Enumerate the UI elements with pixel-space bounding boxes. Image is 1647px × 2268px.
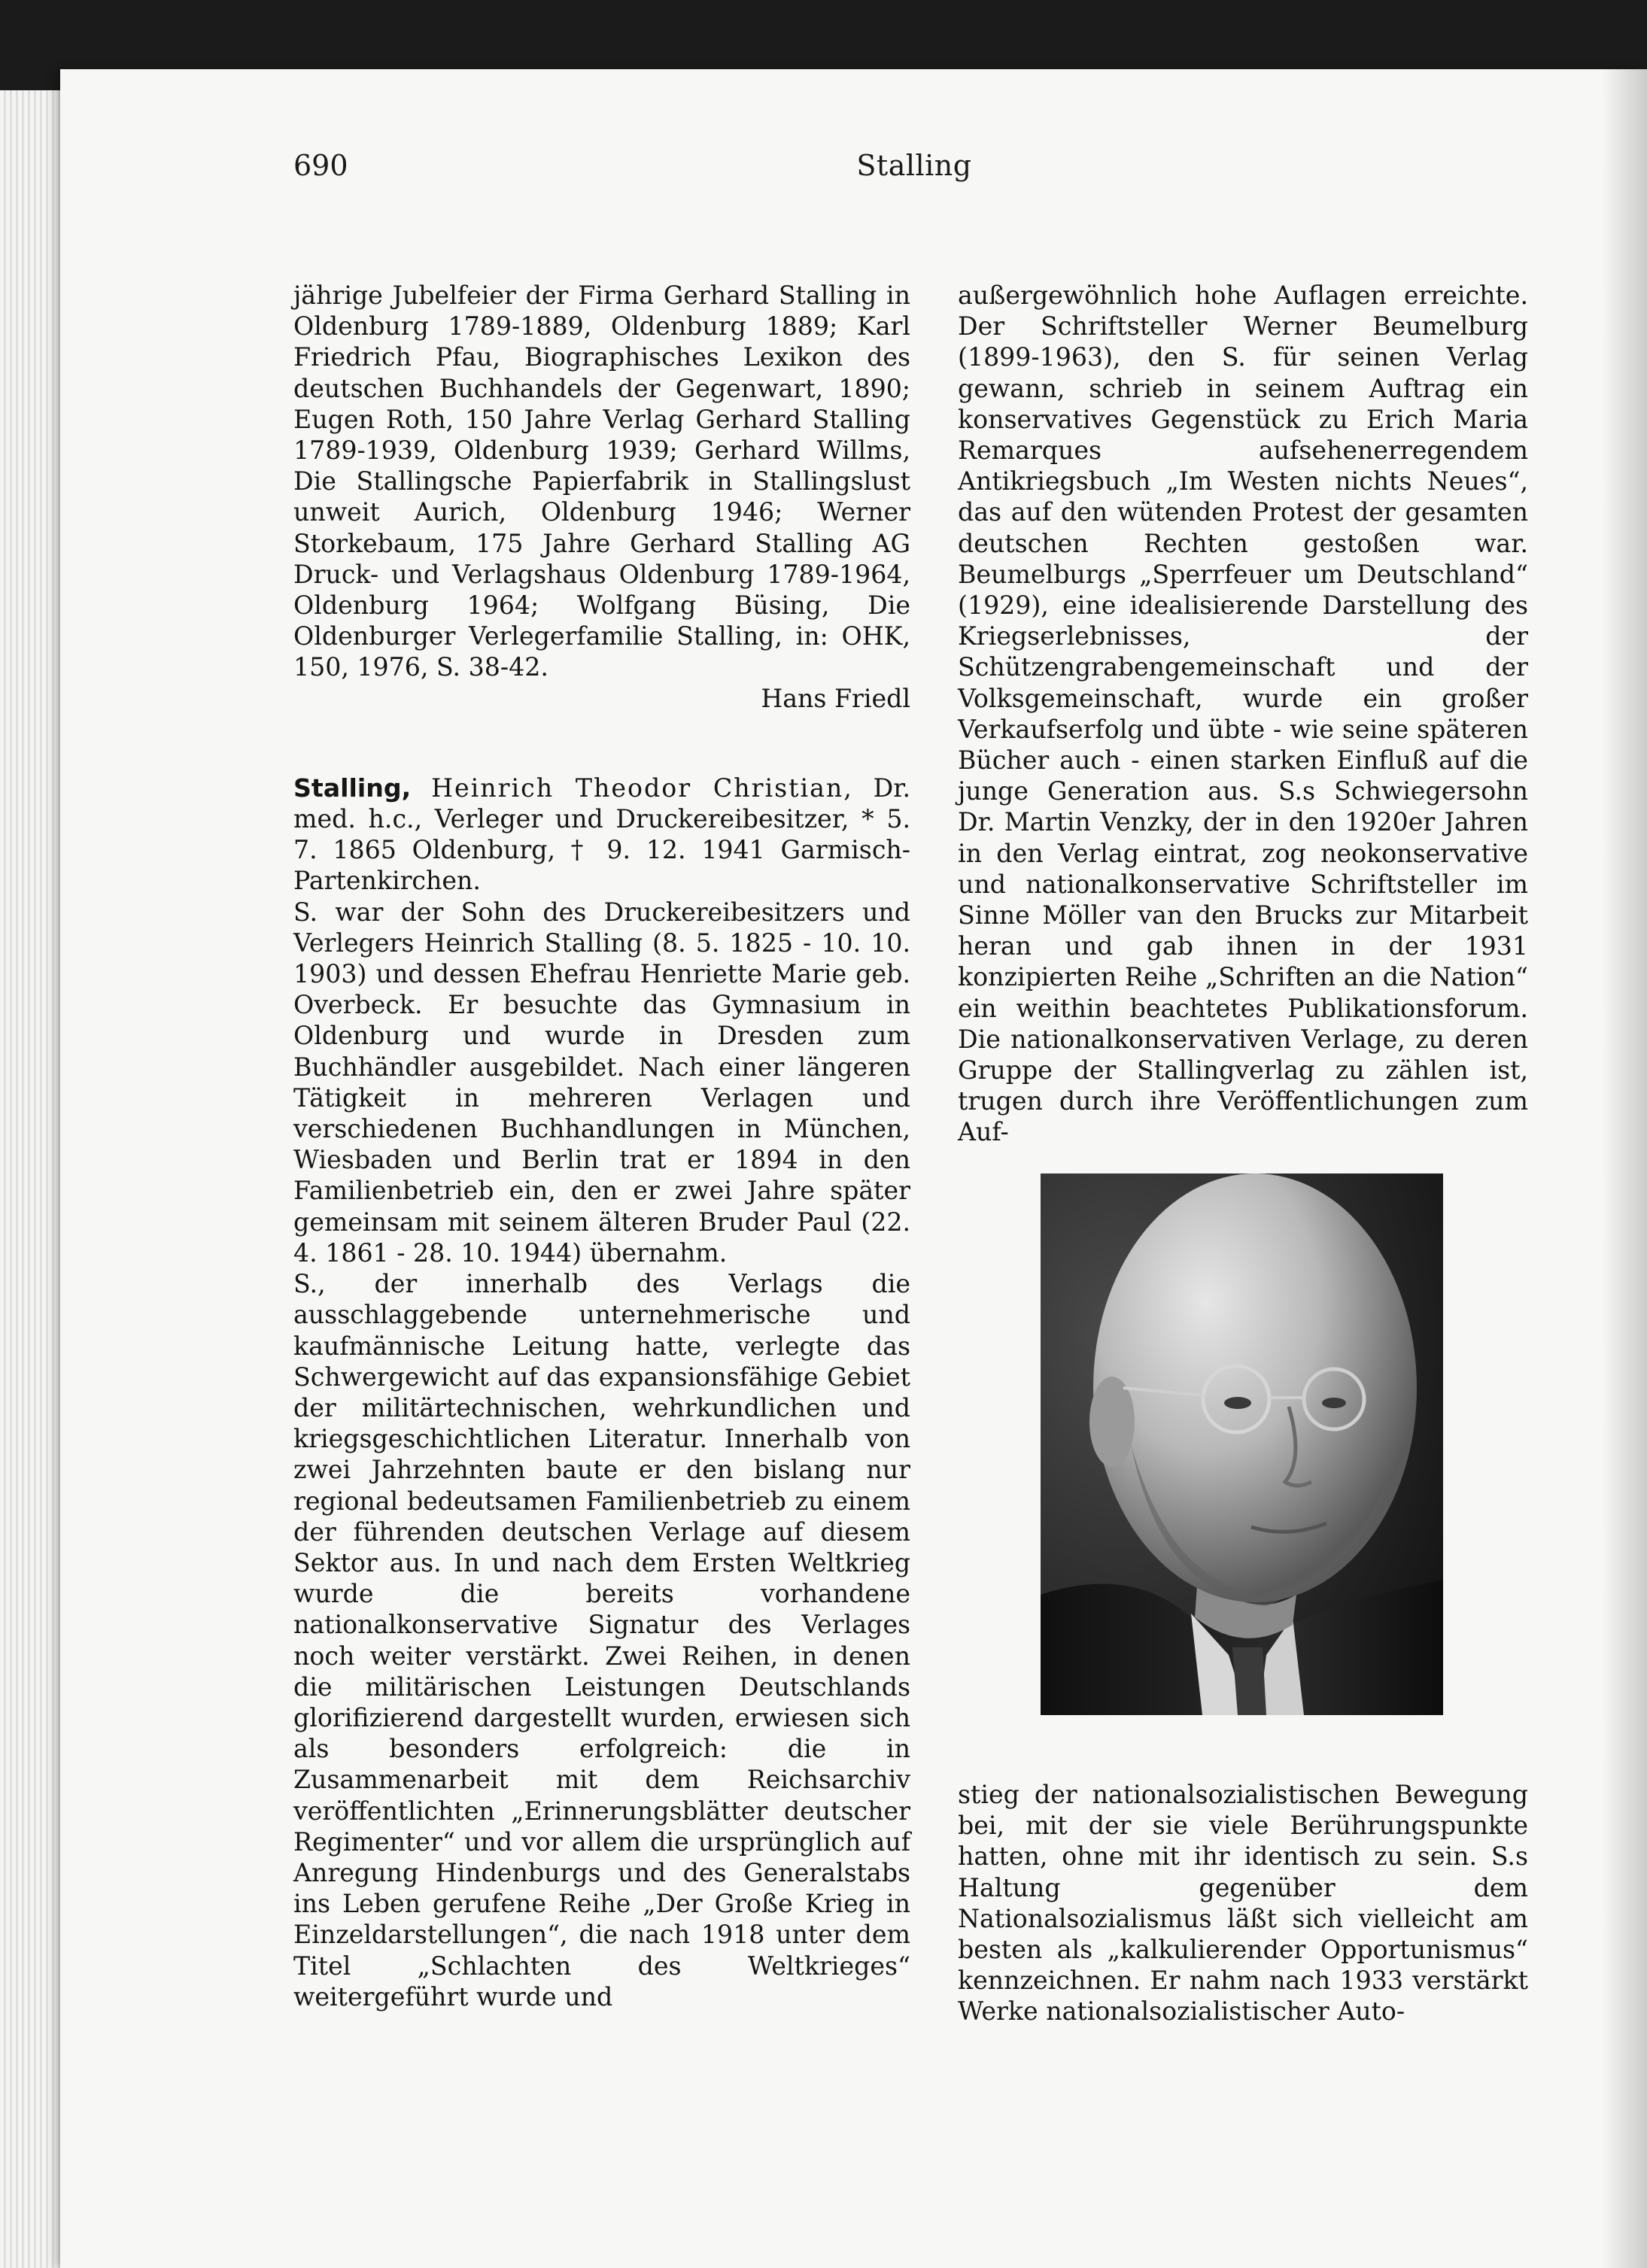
biography-paragraph-2: S., der innerhalb des Verlags die ausschlaggebende unternehmerische und kaufmännische Leitung hatte, verlegte das Schwergewicht auf das expansionsfähige Gebiet der militärtechnischen, wehrkundlichen und kriegsgeschichtlichen Literatur. Innerhalb von zwei Jahrzehnten baute er den bislang nur regional bedeutsamen Familienbetrieb zu einem der führenden deutschen Verlage auf diesem Sektor aus. In und nach dem Ersten Weltkrieg wurde die bereits vorhandene nationalkonservative Signatur des Verlages noch weiter verstärkt. Zwei Reihen, in denen die militärischen Leistungen Deutschlands glorifizierend dargestellt wurden, erwiesen sich als besonders erfolgreich: die in Zusammenarbeit mit dem Reichsarchiv veröffentlichten „Erinnerungsblätter deutscher Regimenter“ und vor allem die ursprünglich auf Anregung Hindenburgs und des Generalstabs ins Leben gerufene Reihe „Der Große Krieg in Einzeldarstellungen“, die nach 1918 unter dem Titel „Schlachten des Weltkrieges“ weitergeführt wurde und (293, 1269, 910, 2011)
entry-details: Dr. med. h.c., Verleger und Druckereibesitzer, * 5. 7. 1865 Oldenburg, † 9. 12. 1941 Garmisch-Partenkirchen. (293, 773, 910, 896)
bibliography-text: jährige Jubelfeier der Firma Gerhard Stalling in Oldenburg 1789-1889, Oldenburg 1889; Karl Friedrich Pfau, Biographisches Lexikon des deutschen Buchhandels der Gegenwart, 1890; Eugen Roth, 150 Jahre Verlag Gerhard Stalling 1789-1939, Oldenburg 1939; Gerhard Willms, Die Stallingsche Papierfabrik in Stallingslust unweit Aurich, Oldenburg 1946; Werner Storkebaum, 175 Jahre Gerhard Stalling AG Druck- und Verlagshaus Oldenburg 1789-1964, Oldenburg 1964; Wolfgang Büsing, Die Oldenburger Verlegerfamilie Stalling, in: OHK, 150, 1976, S. 38-42. (293, 281, 910, 682)
entry-heading (293, 773, 910, 897)
portrait-photo (1041, 1173, 1443, 1715)
article-author: Hans Friedl (761, 683, 910, 713)
page-header (293, 149, 1535, 194)
biography-paragraph-3: außergewöhnlich hohe Auflagen erreichte. Der Schriftsteller Werner Beumelburg (1899-1963), den S. für seinen Verlag gewann, schrieb in seinem Auftrag ein konservatives Gegenstück zu Erich Maria Remarques aufsehenerregendem Antikriegsbuch „Im Westen nichts Neues“, das auf den wütenden Protest der gesamten deutschen Rechten gestoßen war. Beumelburgs „Sperrfeuer um Deutschland“ (1929), eine idealisierende Darstellung des Kriegserlebnisses, der Schützengrabengemeinschaft und der Volksgemeinschaft, wurde ein großer Verkaufserfolg und übte - wie seine späteren Bücher auch - einen starken Einfluß auf die junge Generation aus. S.s Schwiegersohn Dr. Martin Venzky, der in den 1920er Jahren in den Verlag eintrat, zog neokonservative und nationalkonservative Schriftsteller im Sinne Möller van den Brucks zur Mitarbeit heran und gab ihnen in der 1931 konzipierten Reihe „Schriften an die Nation“ ein weithin beachtetes Publikationsforum. Die nationalkonservativen Verlage, zu deren Gruppe der Stallingverlag zu zählen ist, trugen durch ihre Veröffentlichungen zum Auf- (958, 281, 1528, 1147)
entry-given-names: Heinrich Theodor Christian, (431, 773, 853, 803)
entry-surname: Stalling, (293, 773, 412, 803)
right-column-bottom (958, 1779, 1528, 2027)
left-column (293, 280, 910, 2012)
page-gutter-shadow (1602, 69, 1647, 2268)
running-head: Stalling (856, 149, 972, 182)
entry-spacer (293, 714, 910, 773)
portrait-image (1041, 1173, 1443, 1715)
biography-paragraph-4: stieg der nationalsozialistischen Bewegung bei, mit der sie viele Berührungspunkte hatten, ohne mit ihr identisch zu sein. S.s Haltung gegenüber dem Nationalsozialismus läßt sich vielleicht am besten als „kalkulierender Opportunismus“ kennzeichnen. Er nahm nach 1933 verstärkt Werke nationalsozialistischer Auto- (958, 1780, 1528, 2027)
page-number: 690 (293, 149, 348, 182)
right-column-top (958, 280, 1528, 1148)
biography-paragraph-1: S. war der Sohn des Druckereibesitzers und Verlegers Heinrich Stalling (8. 5. 1825 - 10. 10. 1903) und dessen Ehefrau Henriette Marie geb. Overbeck. Er besuchte das Gymnasium in Oldenburg und wurde in Dresden zum Buchhändler ausgebildet. Nach einer längeren Tätigkeit in mehreren Verlagen und verschiedenen Buchhandlungen in München, Wiesbaden und Berlin trat er 1894 in den Familienbetrieb ein, den er zwei Jahre später gemeinsam mit seinem älteren Bruder Paul (22. 4. 1861 - 28. 10. 1944) übernahm. (293, 897, 910, 1268)
